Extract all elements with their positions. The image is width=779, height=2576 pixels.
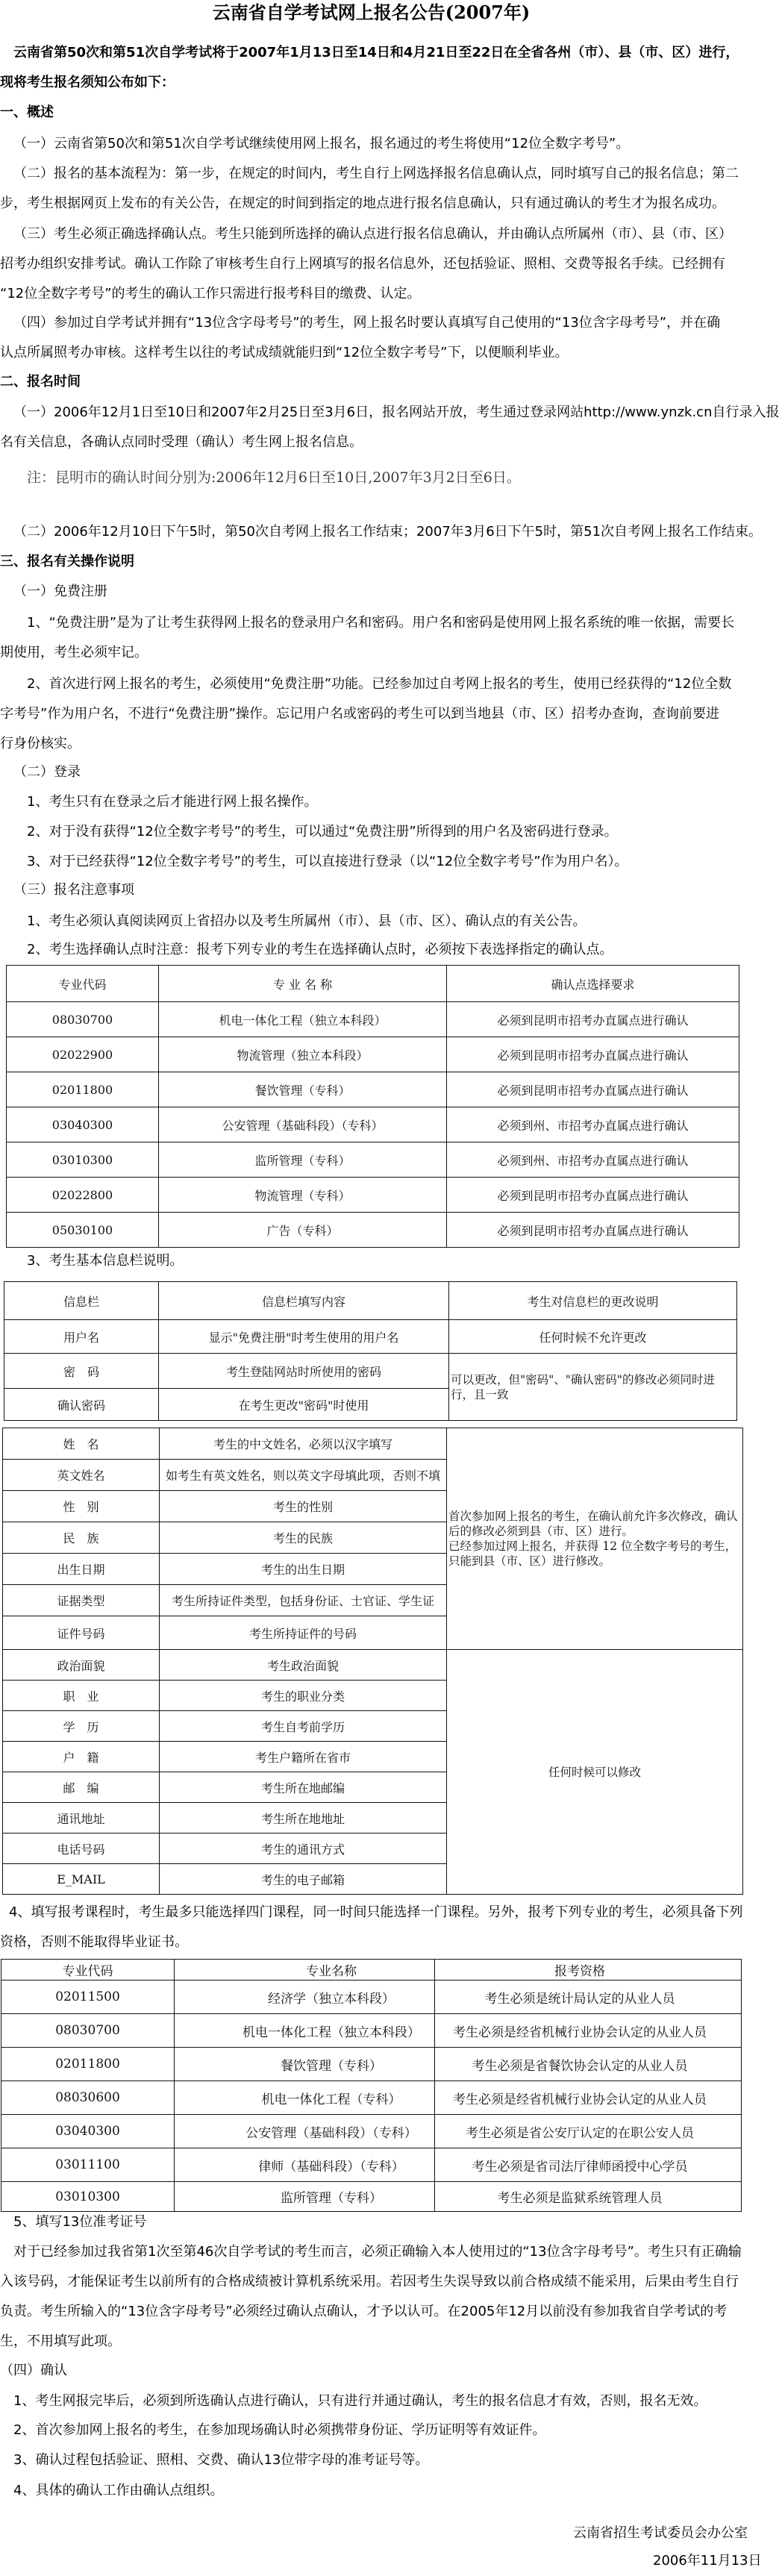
major-name-cell: 机电一体化工程（独立本科段） <box>175 2014 435 2048</box>
list-item <box>0 2476 742 2506</box>
subsection-heading-text: （一）免费注册 <box>13 584 107 599</box>
paragraph-line: 2、首次参加网上报名的考生，在参加现场确认时必须携带身份证、学历证明等有效证件。 <box>13 2422 546 2438</box>
major-name-cell: 餐饮管理（专科） <box>159 1072 447 1107</box>
major-code-cell: 05030100 <box>7 1213 159 1248</box>
field-content-cell: 考生所持证件的号码 <box>160 1616 447 1650</box>
subsection-heading-text: （二）登录 <box>13 764 81 780</box>
field-name-cell: 政治面貌 <box>3 1650 160 1681</box>
paragraph <box>0 159 742 219</box>
field-name-cell: 邮 编 <box>3 1772 160 1803</box>
paragraph-line: 3、确认过程包括验证、照相、交费、确认13位带字母的准考证号等。 <box>13 2452 429 2468</box>
major-name-cell: 餐饮管理（专科） <box>175 2048 435 2081</box>
table-row <box>4 1354 737 1389</box>
requirement-cell: 必须到昆明市招考办直属点进行确认 <box>447 1213 739 1248</box>
table-row <box>1 2148 742 2182</box>
table-header-row <box>7 966 739 1002</box>
field-content-cell: 考生的通讯方式 <box>160 1833 447 1864</box>
paragraph <box>0 608 742 668</box>
field-content-cell: 考生的电子邮箱 <box>160 1864 447 1895</box>
paragraph <box>0 129 742 159</box>
major-code-cell: 03011100 <box>1 2148 175 2182</box>
table-header-cell: 专 业 名 称 <box>159 966 447 1002</box>
major-code-cell: 02022900 <box>7 1037 159 1072</box>
requirement-cell: 必须到州、市招考办直属点进行确认 <box>447 1107 739 1142</box>
section-heading <box>0 98 742 128</box>
paragraph-line: 期使用，考生必须牢记。 <box>0 645 148 660</box>
table-header-row <box>4 1282 737 1320</box>
paragraph-line: 2、对于没有获得“12位全数字考号”的考生，可以通过“免费注册”所得到的用户名及密码进行登录。 <box>27 824 618 840</box>
paragraph-line: 云南省第50次和第51次自学考试将于2007年1月13日至14日和4月21日至22日在全省各州（市）、县（市、区）进行， <box>13 45 739 60</box>
paragraph-line: 5、填写13位准考证号 <box>13 2214 147 2230</box>
major-code-cell: 03040300 <box>7 1107 159 1142</box>
field-content-cell: 显示"免费注册"时考生使用的用户名 <box>159 1320 449 1354</box>
field-name-cell: 确认密码 <box>4 1389 159 1421</box>
paragraph-line: （二）报名的基本流程为：第一步，在规定的时间内，考生自行上网选择报名信息确认点，同时填写自己的报名信息；第二 <box>13 166 739 181</box>
table-header-cell: 专业名称 <box>175 1960 435 1981</box>
requirement-cell: 必须到昆明市招考办直属点进行确认 <box>447 1002 739 1037</box>
paragraph <box>0 669 742 759</box>
field-content-cell: 考生的民族 <box>160 1522 447 1554</box>
field-name-cell: 户 籍 <box>3 1742 160 1772</box>
list-item <box>0 787 742 817</box>
qualification-cell: 考生必须是监狱系统管理人员 <box>435 2182 742 2212</box>
table-header-cell: 信息栏填写内容 <box>159 1282 449 1320</box>
table-header-cell: 报考资格 <box>435 1960 742 1981</box>
paragraph-line: 3、对于已经获得“12位全数字考号”的考生，可以直接进行登录（以“12位全数字考号”作为用户名）。 <box>27 854 628 869</box>
field-content-cell: 考生所在地邮编 <box>160 1772 447 1803</box>
section-heading-text: 一、概述 <box>0 104 54 120</box>
table-row <box>1 1981 742 2014</box>
paragraph <box>0 517 763 547</box>
paragraph-line: 名有关信息，各确认点同时受理（确认）考生网上报名信息。 <box>0 434 363 450</box>
paragraph-line: （三）考生必须正确选择确认点。考生只能到所选择的确认点进行报名信息确认，并由确认点所属州（市）、县（市、区） <box>13 226 732 242</box>
subsection-heading <box>0 2356 742 2386</box>
table-header-cell: 信息栏 <box>4 1282 159 1320</box>
major-code-cell: 03010300 <box>1 2182 175 2212</box>
qualification-cell: 考生必须是经省机械行业协会认定的从业人员 <box>435 2014 742 2048</box>
major-code-cell: 08030600 <box>1 2081 175 2115</box>
table-row <box>7 1178 739 1213</box>
requirement-cell: 必须到昆明市招考办直属点进行确认 <box>447 1178 739 1213</box>
field-content-cell: 考生自考前学历 <box>160 1711 447 1742</box>
paragraph <box>0 219 742 309</box>
field-name-cell: 用户名 <box>4 1320 159 1354</box>
qualification-cell: 考生必须是省司法厅律师函授中心学员 <box>435 2148 742 2182</box>
field-content-cell: 考生所在地地址 <box>160 1803 447 1833</box>
major-name-cell: 监所管理（专科） <box>159 1142 447 1178</box>
major-name-cell: 机电一体化工程（专科） <box>175 2081 435 2115</box>
major-name-cell: 机电一体化工程（独立本科段） <box>159 1002 447 1037</box>
paragraph <box>0 2237 742 2357</box>
list-item-heading <box>0 2211 742 2233</box>
major-name-cell: 律师（基础科段）（专科） <box>175 2148 435 2182</box>
major-code-cell: 02011800 <box>7 1072 159 1107</box>
document-title: 云南省自学考试网上报名公告(2007年) <box>212 1 531 23</box>
table-row <box>7 1213 739 1248</box>
table-row <box>1 2048 742 2081</box>
intro-paragraph <box>0 38 742 98</box>
subsection-heading <box>0 757 742 787</box>
major-name-cell: 监所管理（专科） <box>175 2182 435 2212</box>
change-rule-cell: 任何时候可以修改 <box>447 1650 743 1895</box>
account-info-table <box>4 1281 737 1421</box>
paragraph-line: 行身份核实。 <box>0 736 81 751</box>
change-rule-cell <box>447 1428 743 1650</box>
paragraph-line: 1、考生必须认真阅读网页上省招办以及考生所属州（市）、县（市、区）、确认点的有关公告。 <box>27 913 586 929</box>
table-row <box>1 2081 742 2115</box>
confirmation-point-table <box>6 965 739 1248</box>
table-row <box>7 1002 739 1037</box>
paragraph-line: 负责。考生所输入的“13位含字母考号”必须经过确认点确认，才予以认可。在2005年12月以前没有参加我省自学考试的考 <box>0 2304 728 2319</box>
table-row <box>7 1107 739 1142</box>
table-row <box>3 1428 743 1460</box>
paragraph-line: 生，不用填写此项。 <box>0 2333 121 2349</box>
field-content-cell: 考生的性别 <box>160 1491 447 1522</box>
paragraph-line: 步，考生根据网页上发布的有关公告，在规定的时间到指定的地点进行报名信息确认，只有通过确认的考生才为报名成功。 <box>0 196 725 211</box>
paragraph-line: 4、具体的确认工作由确认点组织。 <box>13 2483 224 2498</box>
section-heading <box>0 547 742 577</box>
table-header-cell: 确认点选择要求 <box>447 966 739 1002</box>
change-rule-cell: 可以更改，但"密码"、"确认密码"的修改必须同时进行，且一致 <box>449 1354 737 1421</box>
major-code-cell: 02011500 <box>1 1981 175 2014</box>
table-row <box>3 1650 743 1681</box>
table-row <box>7 1037 739 1072</box>
paragraph-line: 2、首次进行网上报名的考生，必须使用“免费注册”功能。已经参加过自考网上报名的考生，使用已经获得的“12位全数 <box>27 676 732 692</box>
paragraph-line: 字考号”作为用户名，不进行“免费注册”操作。忘记用户名或密码的考生可以到当地县（市、区）招考办查询，查询前要进 <box>0 706 719 722</box>
qualification-cell: 考生必须是省公安厅认定的在职公安人员 <box>435 2115 742 2148</box>
note-text: 注：昆明市的确认时间分别为:2006年12月6日至10日,2007年3月2日至6日。 <box>27 469 521 486</box>
paragraph-line: 1、考生只有在登录之后才能进行网上报名操作。 <box>27 794 318 810</box>
paragraph-line: 资格，否则不能取得毕业证书。 <box>0 1934 188 1950</box>
field-name-cell: 民 族 <box>3 1522 160 1554</box>
requirement-cell: 必须到昆明市招考办直属点进行确认 <box>447 1037 739 1072</box>
paragraph-line: 认点所属照考办审核。这样考生以往的考试成绩就能归到“12位全数字考号”下，以便顺利毕业。 <box>0 345 569 360</box>
table-header-cell: 考生对信息栏的更改说明 <box>449 1282 737 1320</box>
major-code-cell: 03010300 <box>7 1142 159 1178</box>
change-rule-cell: 任何时候不允许更改 <box>449 1320 737 1354</box>
major-code-cell: 08030700 <box>7 1002 159 1037</box>
field-name-cell: 出生日期 <box>3 1554 160 1585</box>
table-header-row <box>1 1960 742 1981</box>
requirement-cell: 必须到昆明市招考办直属点进行确认 <box>447 1072 739 1107</box>
field-name-cell: 通讯地址 <box>3 1803 160 1833</box>
major-name-cell: 广告（专科） <box>159 1213 447 1248</box>
table-header-cell: 专业代码 <box>1 1960 175 1981</box>
paragraph <box>0 398 779 457</box>
field-content-cell: 考生的中文姓名，必须以汉字填写 <box>160 1428 447 1460</box>
subsection-heading <box>0 875 742 905</box>
paragraph-line: “12位全数字考号”的考生的确认工作只需进行报考科目的缴费、认定。 <box>0 286 421 301</box>
field-content-cell: 考生所持证件类型，包括身份证、士官证、学生证 <box>160 1585 447 1616</box>
paragraph-line: （四）参加过自学考试并拥有“13位含字母考号”的考生，网上报名时要认真填写自己使用的“13位含字母考号”，并在确 <box>13 315 721 331</box>
qualification-cell: 考生必须是经省机械行业协会认定的从业人员 <box>435 2081 742 2115</box>
signature-date: 2006年11月13日 <box>653 2553 762 2569</box>
table-row <box>7 1142 739 1178</box>
paragraph-line: （一）2006年12月1日至10日和2007年2月25日至3月6日，报名网站开放，考生通过登录网站http://www.ynzk.cn自行录入报 <box>13 404 779 420</box>
table-row <box>1 2115 742 2148</box>
list-item <box>0 907 742 937</box>
paragraph-line: 2、考生选择确认点时注意：报考下列专业的考生在选择确认点时，必须按下表选择指定的确认点。 <box>27 942 613 957</box>
field-name-cell: 学 历 <box>3 1711 160 1742</box>
paragraph-line: 对于已经参加过我省第1次至第46次自学考试的考生而言，必须正确输入本人使用过的“13位含字母考号”。考生只有正确输 <box>13 2244 742 2260</box>
paragraph-line: 招考办组织安排考试。确认工作除了审核考生自行上网填写的报名信息外，还包括验证、照相、交费等报名手续。已经拥有 <box>0 256 725 272</box>
paragraph-line: 入该号码，才能保证考生以前所有的合格成绩被计算机系统采用。若因考生失误导致以前合格成绩不能采用，后果由考生自行 <box>0 2274 739 2289</box>
table-row <box>1 2182 742 2212</box>
field-content-cell: 在考生更改"密码"时使用 <box>159 1389 449 1421</box>
field-content-cell: 考生登陆网站时所使用的密码 <box>159 1354 449 1389</box>
paragraph-line: 现将考生报名须知公布如下： <box>0 75 175 90</box>
field-name-cell: 证件号码 <box>3 1616 160 1650</box>
major-name-cell: 经济学（独立本科段） <box>175 1981 435 2014</box>
qualification-cell: 考生必须是统计局认定的从业人员 <box>435 1981 742 2014</box>
table-row <box>4 1320 737 1354</box>
field-name-cell: 职 业 <box>3 1681 160 1711</box>
qualification-cell: 考生必须是省餐饮协会认定的从业人员 <box>435 2048 742 2081</box>
major-code-cell: 02022800 <box>7 1178 159 1213</box>
field-content-cell: 如考生有英文姓名，则以英文字母填此项，否则不填 <box>160 1460 447 1491</box>
field-content-cell: 考生的职业分类 <box>160 1681 447 1711</box>
field-name-cell: 英文姓名 <box>3 1460 160 1491</box>
field-content-cell: 考生户籍所在省市 <box>160 1742 447 1772</box>
field-name-cell: 密 码 <box>4 1354 159 1389</box>
major-code-cell: 08030700 <box>1 2014 175 2048</box>
list-item <box>0 935 742 965</box>
paragraph <box>0 1898 742 1957</box>
list-item <box>0 817 742 847</box>
list-item <box>0 2416 742 2445</box>
field-name-cell: 证据类型 <box>3 1585 160 1616</box>
paragraph <box>0 308 742 368</box>
major-name-cell: 物流管理（独立本科段） <box>159 1037 447 1072</box>
major-name-cell: 公安管理（基础科段）（专科） <box>175 2115 435 2148</box>
requirement-cell: 必须到州、市招考办直属点进行确认 <box>447 1142 739 1178</box>
table-row <box>1 2014 742 2048</box>
major-code-cell: 02011800 <box>1 2048 175 2081</box>
field-content-cell: 考生的出生日期 <box>160 1554 447 1585</box>
list-item <box>0 2445 742 2475</box>
list-item <box>0 2386 742 2416</box>
kunming-note <box>0 463 742 493</box>
paragraph-line: 1、“免费注册”是为了让考生获得网上报名的登录用户名和密码。用户名和密码是使用网上报名系统的唯一依据，需要长 <box>27 615 735 631</box>
change-rule-text: 首次参加网上报名的考生，在确认前允许多次修改，确认后的修改必须到县（市、区）进行。 <box>448 1510 738 1538</box>
paragraph-line: 1、考生网报完毕后，必须到所选确认点进行确认，只有进行并通过确认，考生的报名信息才有效，否则，报名无效。 <box>13 2393 707 2409</box>
section-heading-text: 三、报名有关操作说明 <box>0 554 134 569</box>
section-heading <box>0 367 742 397</box>
field-name-cell: E_MAIL <box>3 1864 160 1895</box>
table-row <box>7 1072 739 1107</box>
subsection-heading <box>0 577 742 607</box>
major-name-cell: 物流管理（专科） <box>159 1178 447 1213</box>
personal-info-table <box>2 1428 743 1895</box>
paragraph-line: 4、填写报考课程时，考生最多只能选择四门课程，同一时间只能选择一门课程。另外，报考下列专业的考生，必须具备下列 <box>9 1904 743 1920</box>
subsection-heading-text: （四）确认 <box>0 2363 67 2378</box>
paragraph-line: 3、考生基本信息栏说明。 <box>27 1253 184 1269</box>
signature-org: 云南省招生考试委员会办公室 <box>573 2525 748 2541</box>
paragraph-line: （二）2006年12月10日下午5时，第50次自考网上报名工作结束；2007年3月6日下午5时，第51次自考网上报名工作结束。 <box>13 524 763 540</box>
subsection-heading-text: （三）报名注意事项 <box>13 882 134 898</box>
list-item <box>0 847 742 877</box>
field-content-cell: 考生政治面貌 <box>160 1650 447 1681</box>
change-rule-text: 已经参加过网上报名，并获得 12 位全数字考号的考生，只能到县（市、区）进行修改。 <box>448 1539 737 1568</box>
paragraph-line: （一）云南省第50次和第51次自学考试继续使用网上报名，报名通过的考生将使用“12位全数字考号”。 <box>13 136 630 151</box>
major-code-cell: 03040300 <box>1 2115 175 2148</box>
field-name-cell: 姓 名 <box>3 1428 160 1460</box>
list-item <box>0 1250 742 1272</box>
section-heading-text: 二、报名时间 <box>0 374 81 390</box>
field-name-cell: 电话号码 <box>3 1833 160 1864</box>
qualification-table <box>1 1959 742 2212</box>
table-header-cell: 专业代码 <box>7 966 159 1002</box>
major-name-cell: 公安管理（基础科段）（专科） <box>159 1107 447 1142</box>
field-name-cell: 性 别 <box>3 1491 160 1522</box>
